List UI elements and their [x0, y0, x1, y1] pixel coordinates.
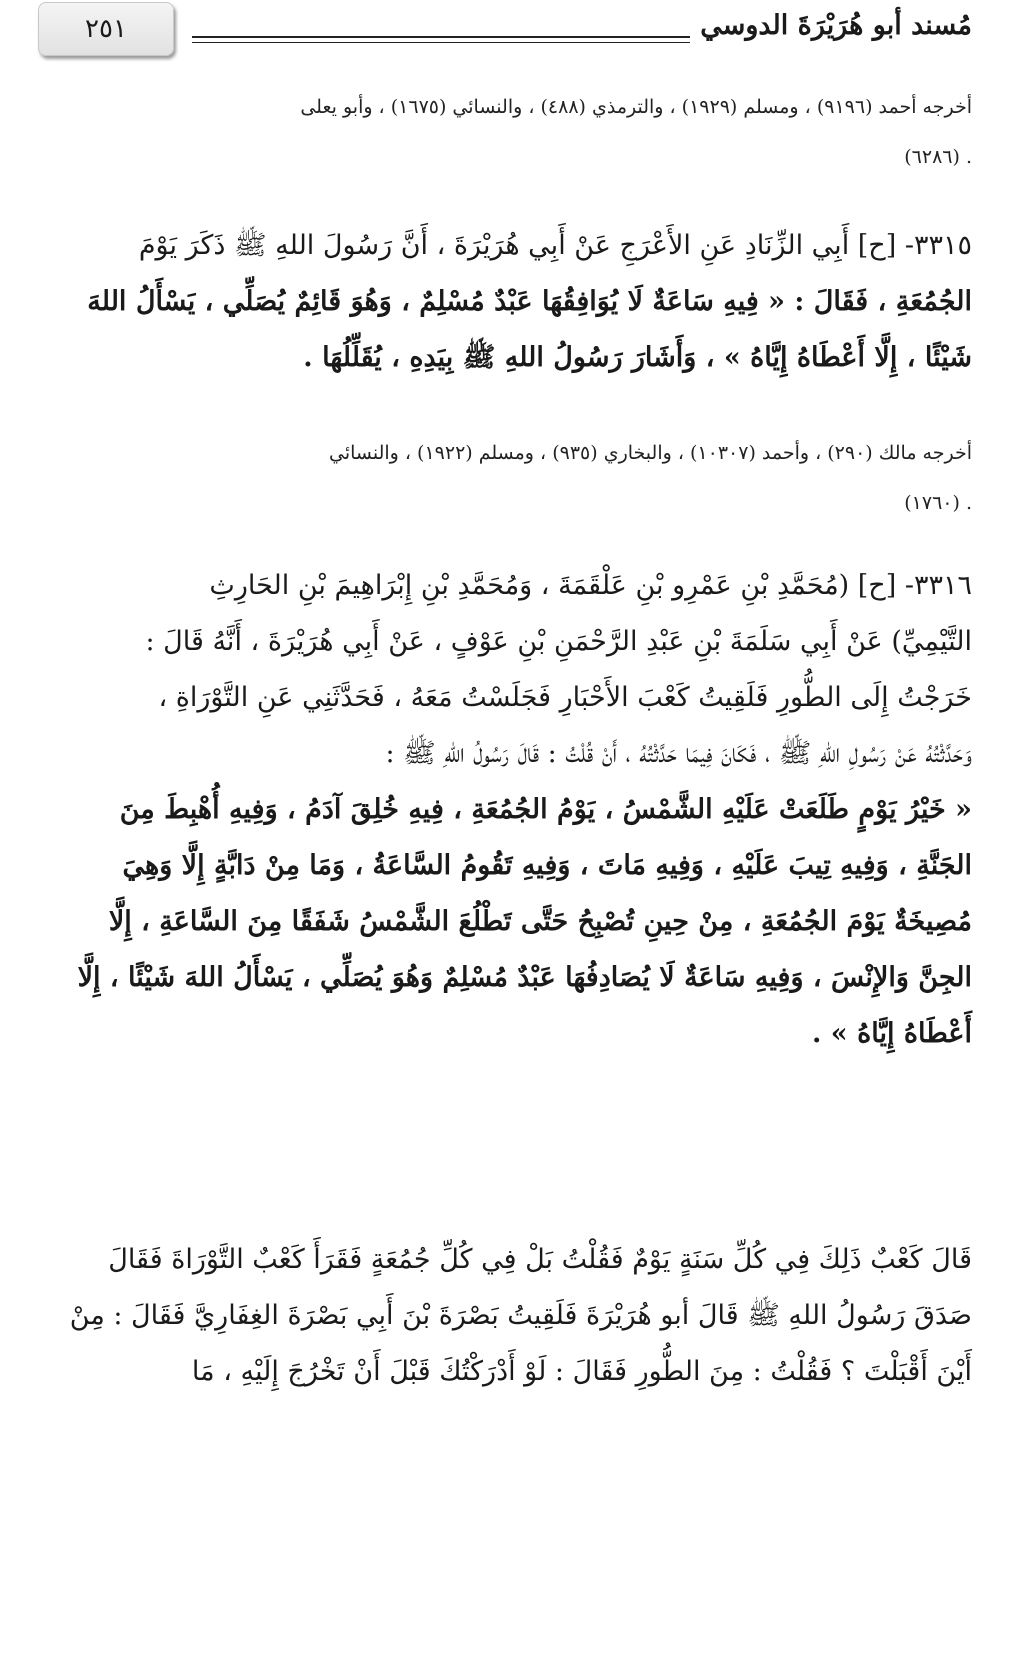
hadith-3315 [38, 218, 972, 386]
hadith-line: الجَنَّةِ ، وَفِيهِ تِيبَ عَلَيْهِ ، وَفِيهِ مَاتَ ، وَفِيهِ تَقُومُ السَّاعَةُ ، وَمَا مِنْ دَابَّةٍ إِلَّا وَهِيَ [122, 850, 972, 881]
paragraph-line: أَيْنَ أَقْبَلْتَ ؟ فَقُلْتُ : مِنَ الطُّورِ فَقَالَ : لَوْ أَدْرَكْتُكَ قَبْلَ أَنْ تَخْرُجَ إِلَيْهِ ، مَا [191, 1356, 972, 1387]
hadith-line: الجُمُعَةِ ، فَقَالَ : « فِيهِ سَاعَةٌ لَا يُوَافِقُهَا عَبْدٌ مُسْلِمٌ ، وَهُوَ قَائِمٌ يُصَلِّي ، يَسْأَلُ اللهَ [87, 286, 972, 317]
hadith-line: وَحَدَّثْتُهُ عَنْ رَسُولِ اللهِ ﷺ ، فَكَانَ فِيمَا حَدَّثْتُهُ ، أَنْ قُلْتُ : قَالَ رَسُولُ اللهِ ﷺ : [385, 738, 972, 769]
header-rule-thin [192, 42, 690, 43]
page-header [0, 0, 1010, 70]
hadith-line: التَّيْمِيِّ) عَنْ أَبِي سَلَمَةَ بْنِ عَبْدِ الرَّحْمَنِ بْنِ عَوْفٍ ، عَنْ أَبِي هُرَيْرَةَ ، أَنَّهُ قَالَ : [145, 626, 972, 657]
hadith-line: مُصِيخَةٌ يَوْمَ الجُمُعَةِ ، مِنْ حِينِ تُصْبِحُ حَتَّى تَطْلُعَ الشَّمْسُ شَفَقًا مِنَ السَّاعَةِ ، إِلَّا [108, 906, 972, 937]
hadith-line: شَيْئًا ، إِلَّا أَعْطَاهُ إِيَّاهُ » ، وَأَشَارَ رَسُولُ اللهِ ﷺ بِيَدِهِ ، يُقَلِّلُهَا . [303, 342, 972, 373]
hadith-line: أَعْطَاهُ إِيَّاهُ » . [812, 1018, 972, 1049]
footnote-1 [38, 82, 972, 182]
footnote-line: أخرجه مالك (٢٩٠) ، وأحمد (١٠٣٠٧) ، والبخاري (٩٣٥) ، ومسلم (١٩٢٢) ، والنسائي [329, 442, 972, 464]
footnote-2 [38, 428, 972, 528]
paragraph-line: قَالَ كَعْبٌ ذَلِكَ فِي كُلِّ سَنَةٍ يَوْمٌ فَقُلْتُ بَلْ فِي كُلِّ جُمُعَةٍ فَقَرَأَ كَعْبٌ التَّوْرَاةَ فَقَالَ [108, 1244, 972, 1275]
header-rule [192, 36, 690, 38]
paragraph-3 [38, 1232, 972, 1400]
paragraph-line: صَدَقَ رَسُولُ اللهِ ﷺ قَالَ أبو هُرَيْرَةَ فَلَقِيتُ بَصْرَةَ بْنَ أَبِي بَصْرَةَ الغِفَارِيَّ فَقَالَ : مِنْ [69, 1300, 972, 1331]
footnote-line: . (٦٢٨٦) [904, 146, 972, 168]
hadith-line: « خَيْرُ يَوْمٍ طَلَعَتْ عَلَيْهِ الشَّمْسُ ، يَوْمُ الجُمُعَةِ ، فِيهِ خُلِقَ آدَمُ ، وَفِيهِ أُهْبِطَ مِنَ [119, 794, 972, 825]
running-title: مُسند أبو هُرَيْرَةَ الدوسي [700, 10, 972, 41]
hadith-line: خَرَجْتُ إِلَى الطُّورِ فَلَقِيتُ كَعْبَ الأَحْبَارِ فَجَلَسْتُ مَعَهُ ، فَحَدَّثَنِي عَنِ التَّوْرَاةِ ، [158, 682, 972, 713]
hadith-line: ٣٣١٦- [ح] (مُحَمَّدِ بْنِ عَمْرِو بْنِ عَلْقَمَةَ ، وَمُحَمَّدِ بْنِ إِبْرَاهِيمَ بْنِ الحَارِثِ [209, 570, 972, 601]
hadith-3316 [38, 558, 972, 1062]
footnote-line: . (١٧٦٠) [904, 492, 972, 514]
hadith-line: الجِنَّ وَالإِنْسَ ، وَفِيهِ سَاعَةٌ لَا يُصَادِفُهَا عَبْدٌ مُسْلِمٌ وَهُوَ يُصَلِّي ، يَسْأَلُ اللهَ شَيْئًا ، إِلَّا [77, 962, 972, 993]
footnote-line: أخرجه أحمد (٩١٩٦) ، ومسلم (١٩٢٩) ، والترمذي (٤٨٨) ، والنسائي (١٦٧٥) ، وأبو يعلى [300, 96, 972, 118]
page-number: ٢٥١ [38, 2, 174, 56]
hadith-line: ٣٣١٥- [ح] أَبِي الزِّنَادِ عَنِ الأَعْرَجِ عَنْ أَبِي هُرَيْرَةَ ، أَنَّ رَسُولَ اللهِ ﷺ ذَكَرَ يَوْمَ [138, 230, 972, 261]
